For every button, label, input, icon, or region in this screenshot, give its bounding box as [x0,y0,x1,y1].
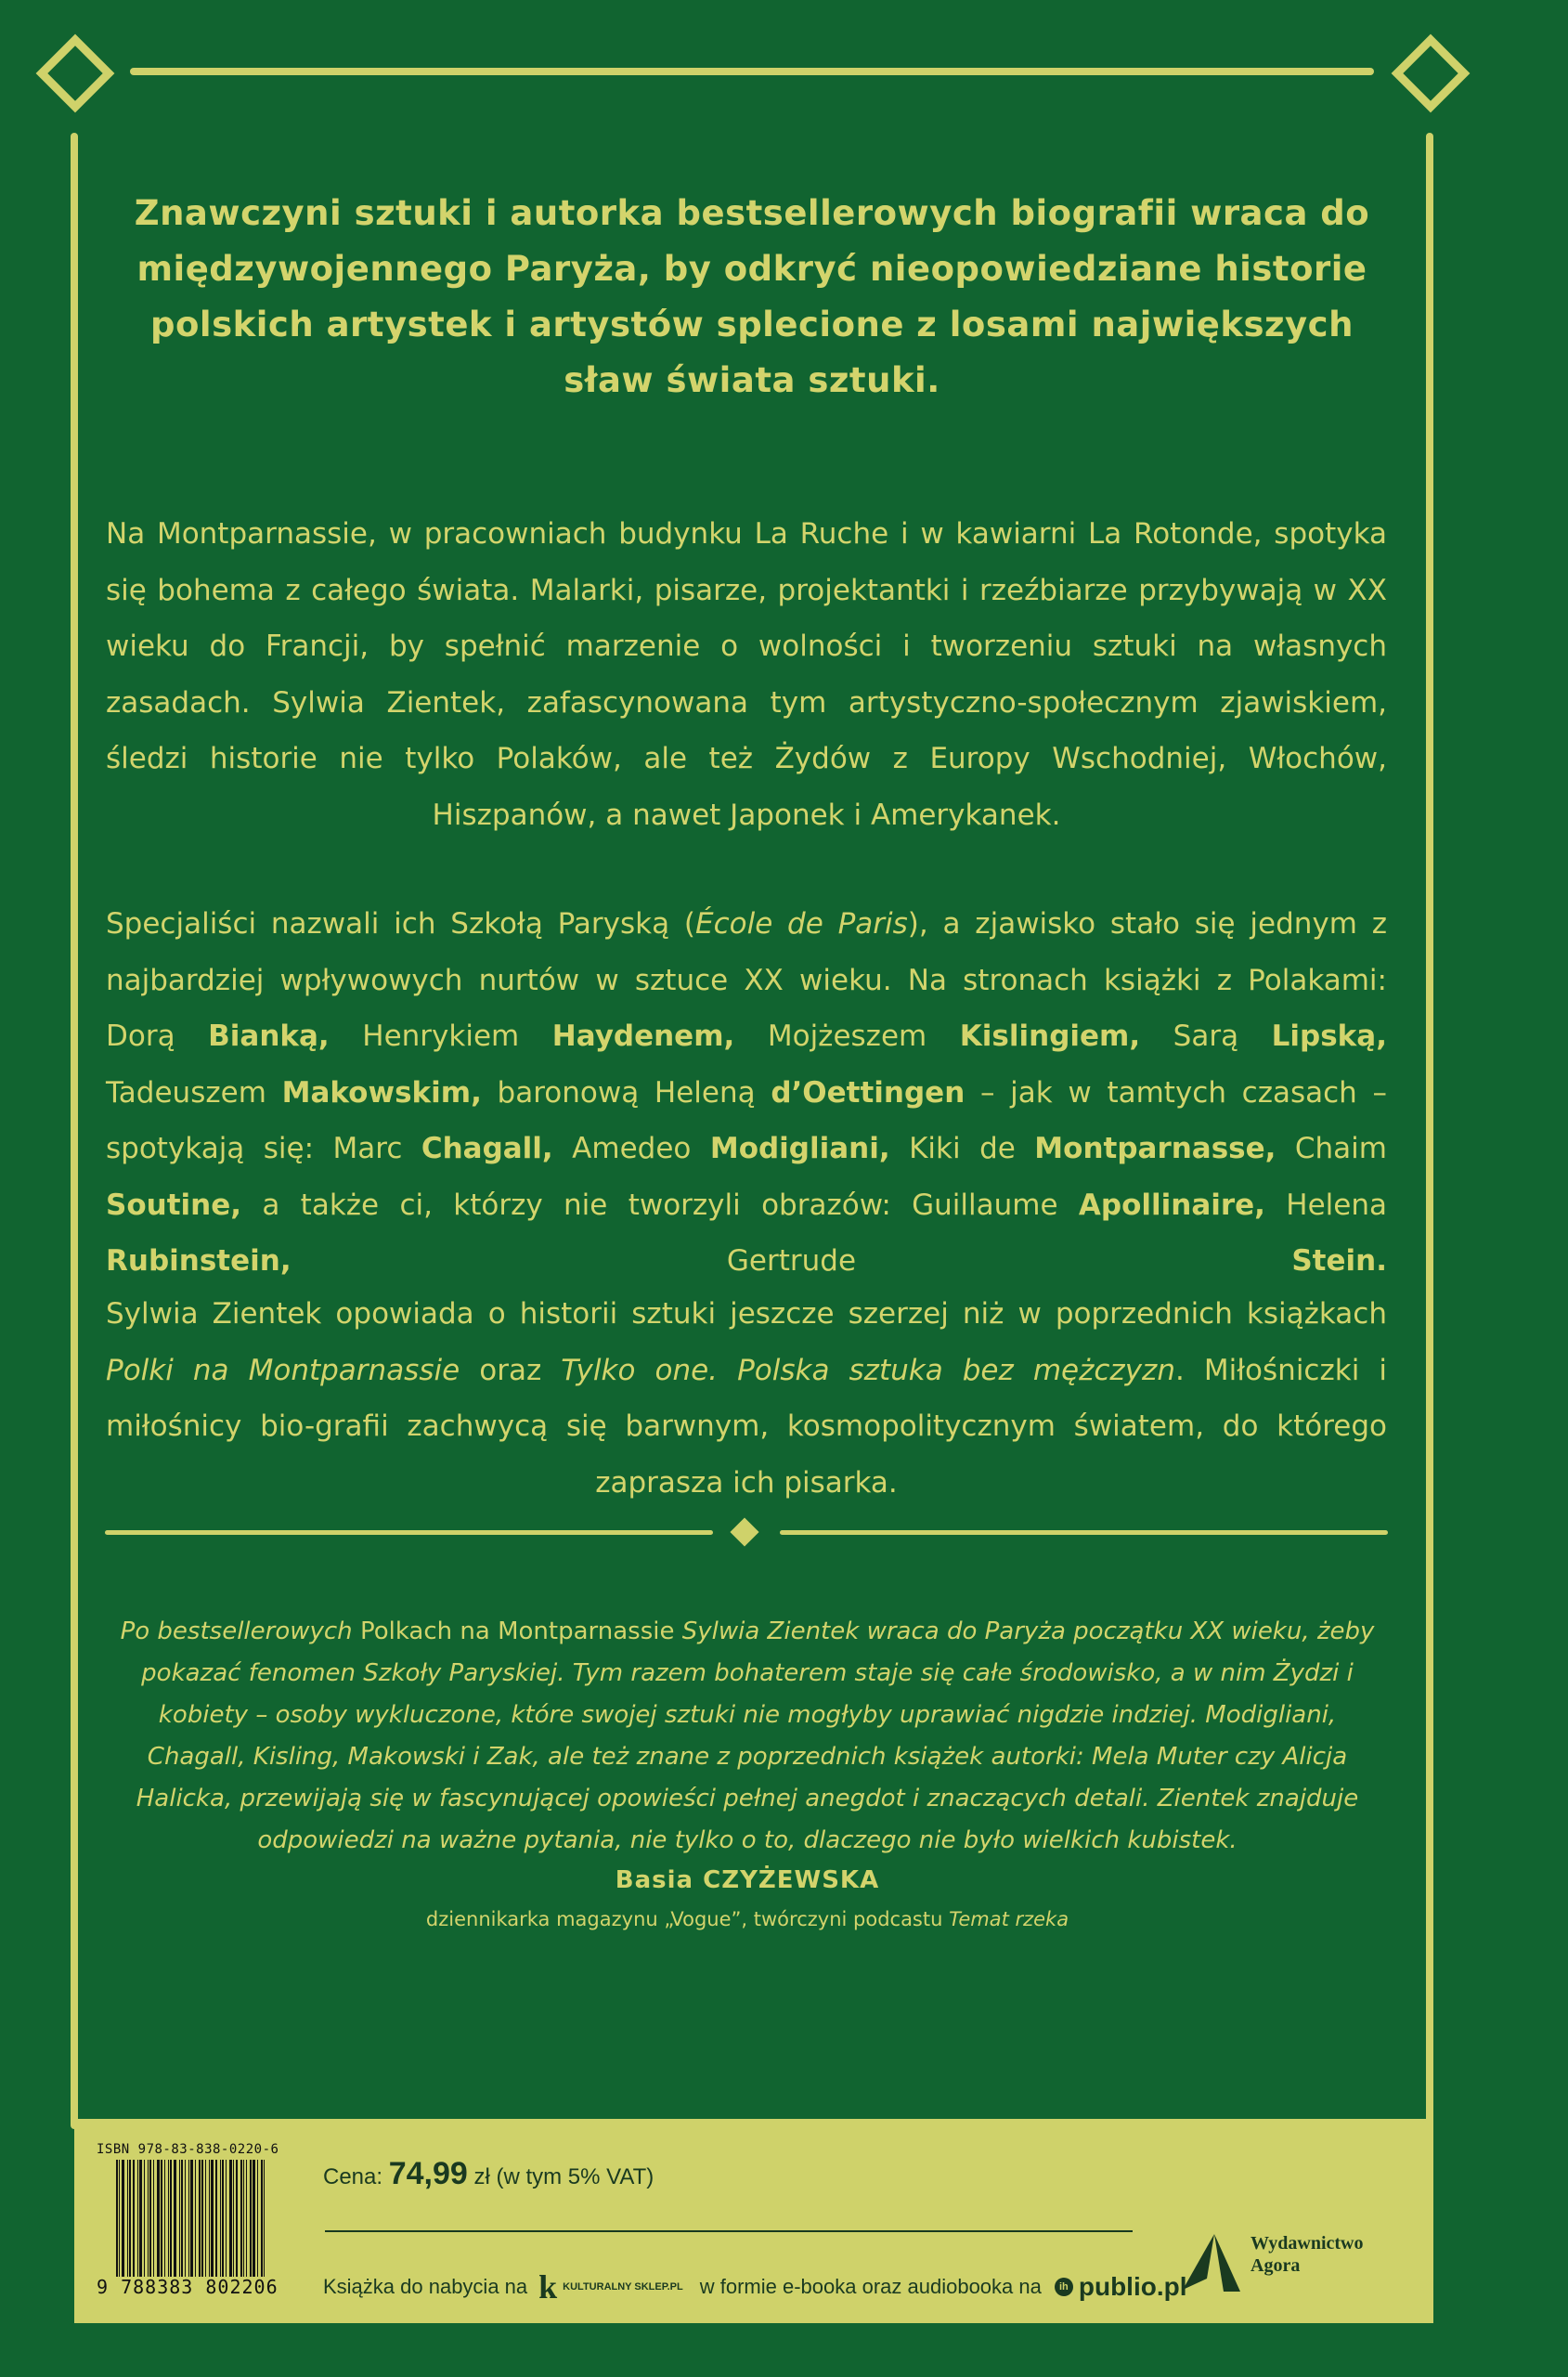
barcode-bar [253,2160,255,2277]
barcode-bar [220,2160,221,2277]
barcode-bar [201,2160,203,2277]
barcode-bar [243,2160,244,2277]
barcode-bar [174,2160,176,2277]
barcode-bar [211,2160,214,2277]
buy-prefix: Książka do nabycia na [323,2275,528,2298]
quote-author-description: dziennikarka magazynu „Vogue”, twórczyni podcastu Temat rzeka [425,1908,1069,1930]
barcode-bar [161,2160,162,2277]
quote-author: Basia CZYŻEWSKA [615,1866,880,1894]
ebook-text: w formie e-booka oraz audiobooka na [699,2275,1042,2298]
barcode-bar [164,2160,165,2277]
review-quote: Po bestsellerowych Polkach na Montparnassie Sylwia Zientek wraca do Paryża początku XX wieku, żeby pokazać fenomen Szkoły Paryskiej. Tym razem bohaterem staje się całe środowisko, a w nim Żydzi i kobiety – osoby wykluczone, które swojej sztuki nie mogłyby uprawiać nigdzie indziej. Modigliani, Chagall, Kisling, Makowski i Zak, ale też znane z poprzednich książek autorki: Mela Muter czy Alicja Halicka, przewijają się w fascynującej opowieści pełnej anegdot i znaczących detali. Zientek znajduje odpowiedzi na ważne pytania, nie tylko o to, dlaczego nie było wielkich kubistek. [120,1617,1375,1854]
kulturalny-logo-text: KULTURALNY SKLEP.PL [563,2281,683,2293]
barcode-bar [127,2160,128,2277]
publio-circle-icon: ih [1055,2278,1073,2296]
price-line [323,2156,654,2192]
barcode-bar [209,2160,210,2277]
barcode-bar [199,2160,201,2277]
barcode-bar [215,2160,217,2277]
price-value: 74,99 [388,2156,468,2191]
isbn-text: ISBN 978-83-838-0220-6 [97,2142,279,2157]
publio-logo-text: publio.pl [1078,2272,1187,2301]
publio-logo[interactable] [1055,2272,1187,2302]
barcode-bar [222,2160,224,2277]
barcode-bar [233,2160,234,2277]
barcode-bar [170,2160,172,2277]
frame-top-border [130,68,1374,75]
barcode-bar [119,2160,120,2277]
barcode-bar [236,2160,238,2277]
barcode-bar [137,2160,138,2277]
barcode-bar [157,2160,160,2277]
barcode-bar [264,2160,265,2277]
barcode-bar [181,2160,183,2277]
barcode-bar [129,2160,131,2277]
barcode-bar [188,2160,189,2277]
barcode-bar [246,2160,247,2277]
paragraph-1: Na Montparnassie, w pracowniach budynku La Ruche i w kawiarni La Rotonde, spotyka się bohema z całego świata. Malarki, pisarze, projektantki i rzeźbiarze przybywają w XX wieku do Francji, by spełnić marzenie o wolności i tworzeniu sztuki na własnych zasadach. Sylwia Zientek, zafascynowana tym artystyczno-społecznym zjawiskiem, śledzi historie nie tylko Polaków, ale też Żydów z Europy Wschodniej, Włochów, Hiszpanów, a nawet Japonek i Amerykanek. [106,517,1387,832]
divider-diamond-icon [730,1517,758,1546]
price-label: Cena: [323,2164,383,2189]
paragraph-2: Specjaliści nazwali ich Szkołą Paryską (École de Paris), a zjawisko stało się jednym z najbardziej wpływowych nurtów w sztuce XX wieku. Na stronach książki z Polakami: Dorą Bianką, Henrykiem Haydenem, Mojżeszem Kislingiem, Sarą Lipską, Tadeuszem Makowskim, baronową Heleną d’Oettingen – jak w tamtych czasach – spotykają się: Marc Chagall, Amedeo Modigliani, Kiki de Montparnasse, Chaim Soutine, a także ci, którzy nie tworzyli obrazów: Guillaume Apollinaire, Helena Rubinstein, Gertrude Stein. [106,907,1388,1278]
barcode-bar [116,2160,118,2277]
barcode-digits: 9 788383 802206 [97,2276,279,2298]
diamond-ornament-right-icon [1392,34,1471,113]
diamond-ornament-left-icon [36,34,115,113]
barcode-bar [257,2160,258,2277]
divider-line-right [780,1530,1388,1535]
barcode-bar [122,2160,124,2277]
barcode [116,2160,285,2277]
footer-divider [325,2230,1133,2232]
barcode-bar [168,2160,169,2277]
barcode-bar [261,2160,263,2277]
barcode-bar [185,2160,186,2277]
frame-right-border [1426,133,1433,2129]
kulturalny-k-icon: k [538,2268,558,2306]
frame-left-border [71,133,78,2129]
publisher-name: Wydawnictwo Agora [1251,2233,1364,2276]
barcode-bar [149,2160,151,2277]
purchase-info [323,2267,1187,2306]
barcode-bar [190,2160,193,2277]
barcode-bar [133,2160,135,2277]
divider-line-left [105,1530,713,1535]
agora-logo-icon [1170,2230,1244,2295]
barcode-bar [226,2160,227,2277]
paragraph-3: Sylwia Zientek opowiada o historii sztuki jeszcze szerzej niż w poprzednich książkach Polki na Montparnassie oraz Tylko one. Polska sztuka bez mężczyzn. Miłośniczki i miłośnicy bio-grafii zachwycą się barwnym, kosmopolitycznym światem, do którego zaprasza ich pisarka. [106,1297,1387,1500]
barcode-bar [139,2160,142,2277]
kulturalny-sklep-logo[interactable] [538,2267,683,2306]
barcode-bar [205,2160,206,2277]
barcode-bar [250,2160,252,2277]
headline: Znawczyni sztuki i autorka bestsellerowych biografii wraca do międzywojennego Paryża, by odkryć nieopowiedziane historie polskich artystek i artystów splecione z losami największych sław świata sztuki. [134,193,1370,400]
barcode-bar [240,2160,242,2277]
barcode-bar [195,2160,196,2277]
barcode-bar [179,2160,180,2277]
price-suffix: zł (w tym 5% VAT) [473,2164,654,2189]
barcode-bar [229,2160,232,2277]
barcode-bar [153,2160,154,2277]
barcode-bar [148,2160,149,2277]
barcode-bar [144,2160,145,2277]
